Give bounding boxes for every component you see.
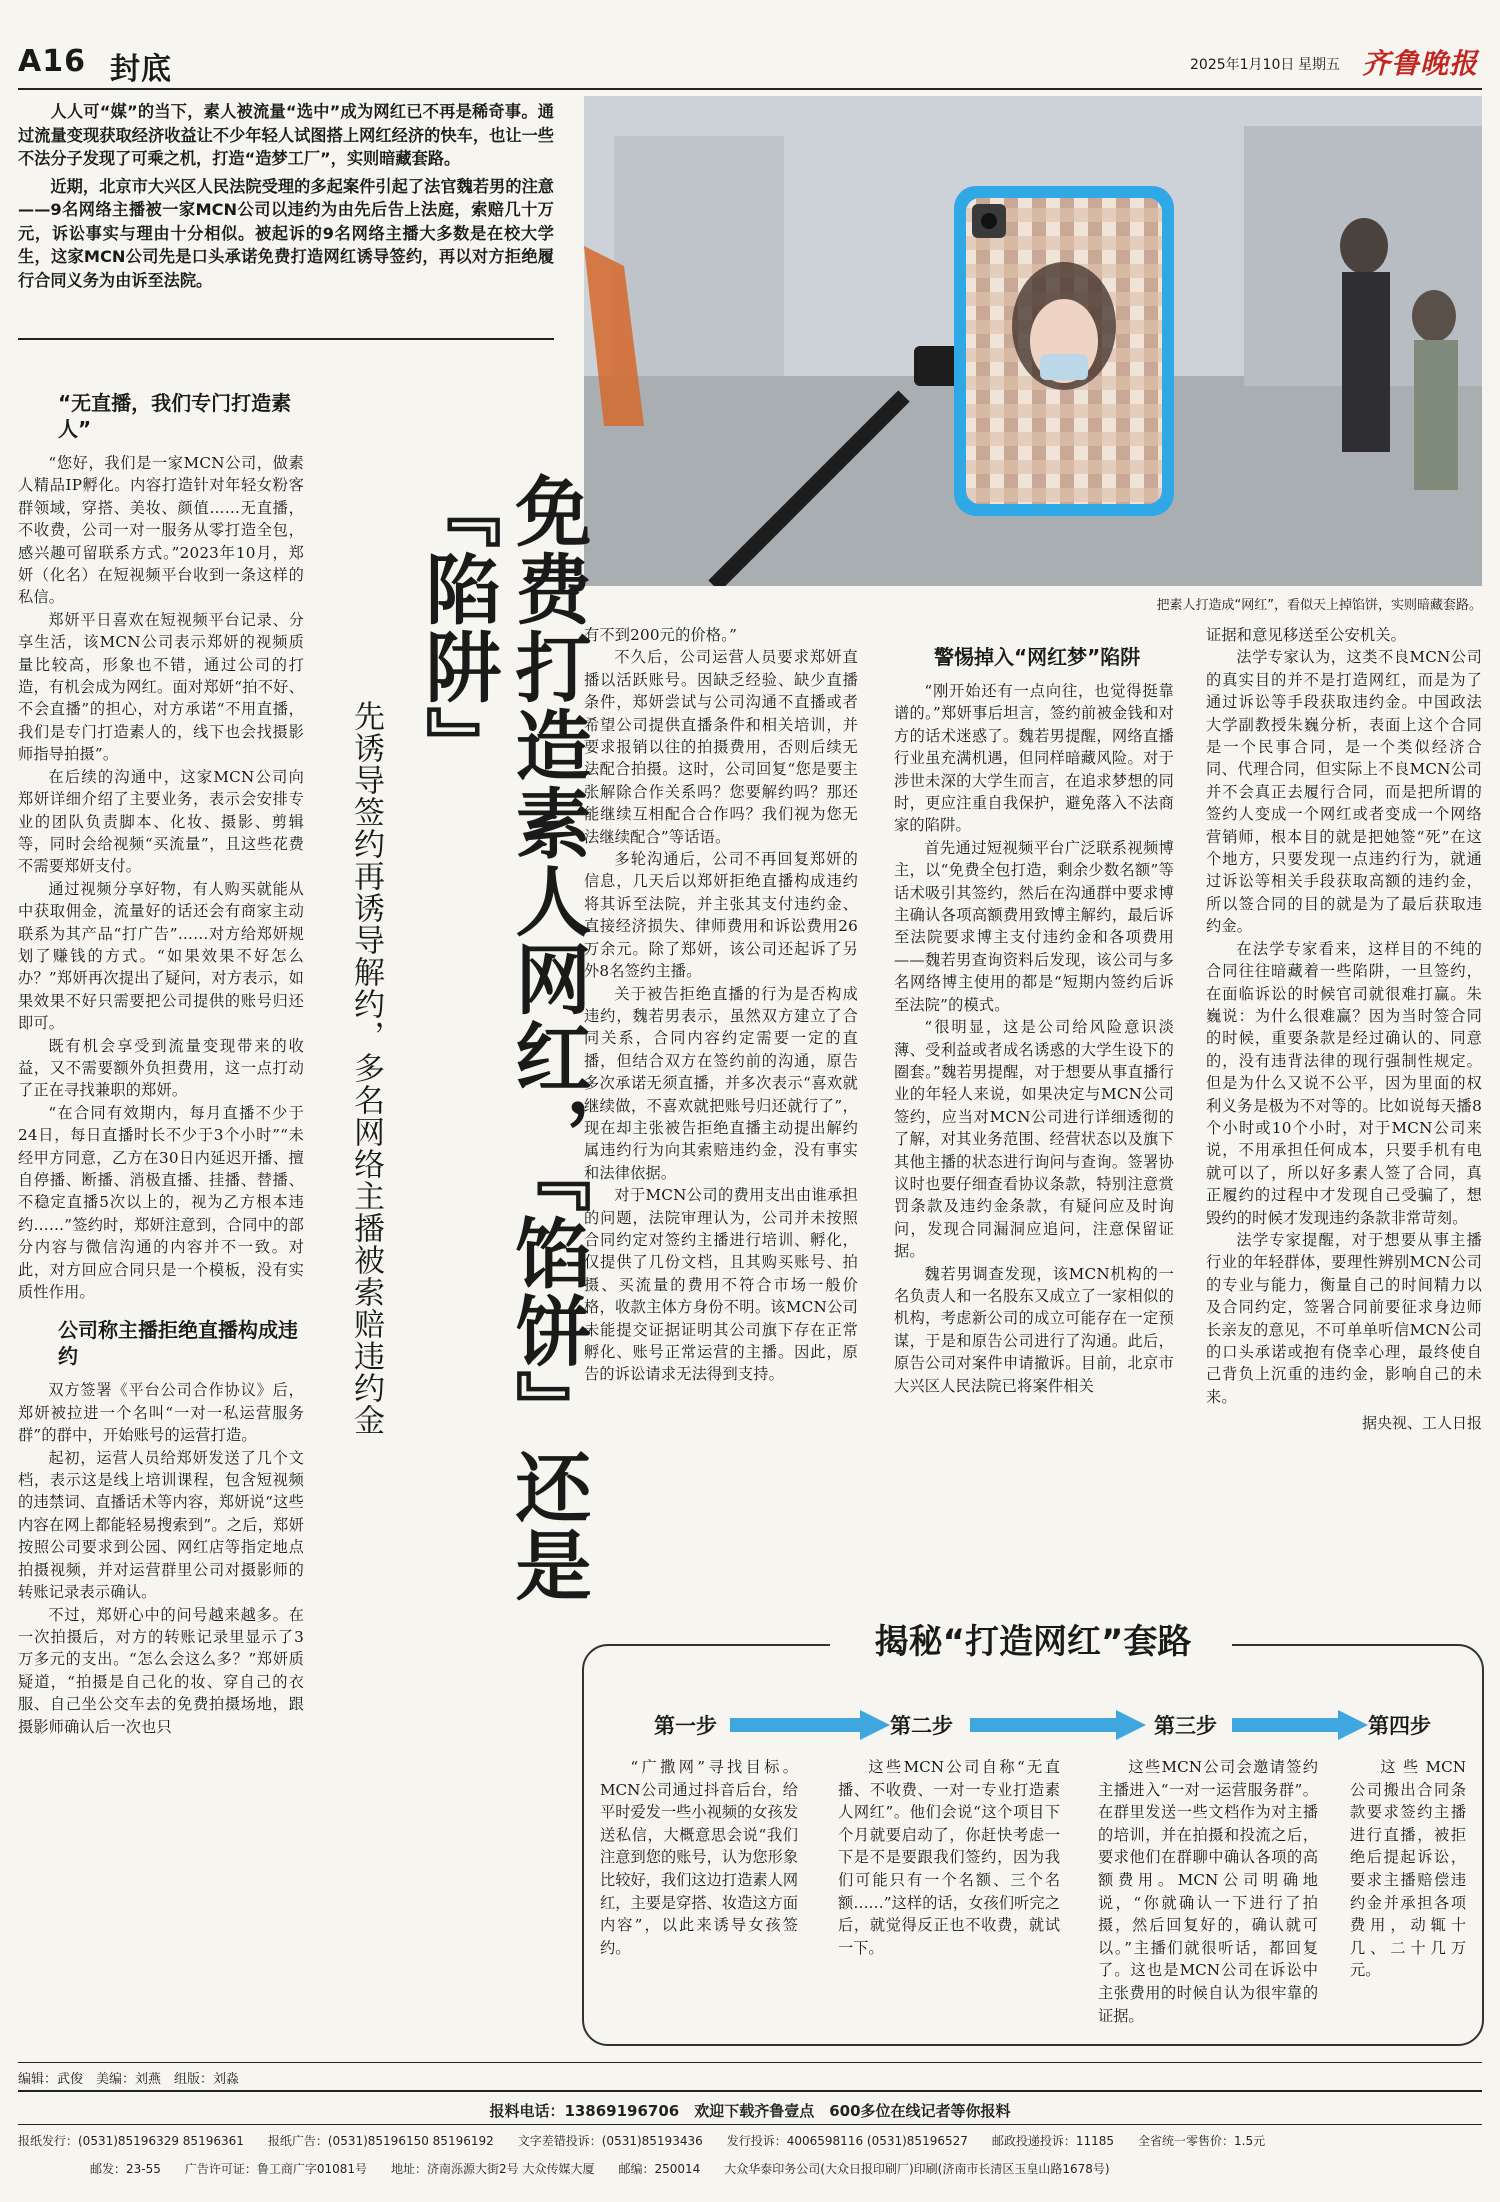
column-3 <box>894 624 1174 1397</box>
footer-rule <box>18 2124 1482 2125</box>
body-paragraph: 不久后，公司运营人员要求郑妍直播以活跃账号。因缺乏经验、缺少直播条件，郑妍尝试与公司沟通不直播或者希望公司提供直播条件和相关培训，并要求报销以往的拍摄费用，否则后续无法配合拍摄。这时，公司回复“您是要主张解除合作关系吗？您要解约吗？那还能继续互相配合合作吗？我们视为您无法继续配合”等话语。 <box>584 648 858 846</box>
step-label: 第四步 <box>1368 1714 1431 1738</box>
column-4 <box>1206 624 1482 1433</box>
sub-headline: 先诱导签约再诱导解约，多名网络主播被索赔违约金 <box>348 700 384 1436</box>
footer-rule <box>18 2090 1482 2092</box>
body-paragraph: “您好，我们是一家MCN公司，做素人精品IP孵化。内容打造针对年轻女粉客群领域，穿搭、美妆、颜值……无直播，不收费，公司一对一服务从零打造全包，感兴趣可留联系方式。”2023年10月，郑妍（化名）在短视频平台收到一条这样的私信。 <box>18 454 304 607</box>
body-paragraph: 有不到200元的价格。” <box>584 626 738 644</box>
main-headline: 免费打造素人网红，『馅饼』还是『陷阱』 <box>413 472 592 1604</box>
body-paragraph: 多轮沟通后，公司不再回复郑妍的信息，几天后以郑妍拒绝直播构成违约将其诉至法院，并主张其支付违约金、直接经济损失、律师费用和诉讼费用26万余元。除了郑妍，该公司还起诉了另外8名签约主播。 <box>584 850 858 981</box>
issue-date: 2025年1月10日 <box>1190 57 1295 73</box>
footer-rule-top <box>18 2062 1482 2063</box>
phone-selfie-illustration <box>584 96 1482 586</box>
body-paragraph: 既有机会享受到流量变现带来的收益，又不需要额外负担费用，这一点打动了正在寻找兼职的郑妍。 <box>18 1036 304 1100</box>
body-paragraph: 法学专家提醒，对于想要从事主播行业的年轻群体，要理性辨别MCN公司的专业与能力，衡量自己的时间精力以及合同约定，签署合同前要征求身边师长亲友的意见，不可单单听信MCN公司的口头承诺或抱有侥幸心理，最终使自己背负上沉重的违约金，影响自己的未来。 <box>1206 1230 1482 1406</box>
body-paragraph: 双方签署《平台公司合作协议》后，郑妍被拉进一个名叫“一对一私运营服务群”的群中，开始账号的运营打造。 <box>18 1381 304 1445</box>
header-rule <box>18 88 1482 90</box>
feature-photo <box>584 96 1482 586</box>
lead-paragraph: 近期，北京市大兴区人民法院受理的多起案件引起了法官魏若男的注意——9名网络主播被一家MCN公司以违约为由先后告上法庭，索赔几十万元，诉讼事实与理由十分相似。被起诉的9名网络主播大多数是在校大学生，这家MCN公司先是口头承诺免费打造网红诱导签约，再以对方拒绝履行合同义务为由诉至法院。 <box>18 176 554 290</box>
body-paragraph: 证据和意见移送至公安机关。 <box>1206 626 1407 644</box>
step-label: 第三步 <box>1154 1714 1217 1738</box>
body-paragraph: 起初，运营人员给郑妍发送了几个文档，表示这是线上培训课程，包含短视频的违禁词、直播话术等内容，郑妍说“这些内容在网上都能轻易搜索到”。之后，郑妍按照公司要求到公园、网红店等指定地点拍摄视频，并对运营群里公司对摄影师的转账记录表示确认。 <box>18 1448 304 1602</box>
step-label: 第二步 <box>890 1714 953 1738</box>
section-heading: 公司称主播拒绝直播构成违约 <box>58 1318 298 1369</box>
body-paragraph: 不过，郑妍心中的问号越来越多。在一次拍摄后，对方的转账记录里显示了3万多元的支出。“怎么会这么多？”郑妍质疑道，“拍摄是自己化的妆、穿自己的衣服、自己坐公交车去的免费拍摄场地，跟摄影师确认后一次也只 <box>18 1605 304 1736</box>
page-number: A16 <box>18 44 86 79</box>
lead-block <box>18 100 554 292</box>
step-arrow <box>970 1710 1146 1740</box>
column-1 <box>18 350 304 1738</box>
body-paragraph: “很明显，这是公司给风险意识淡薄、受利益或者成名诱惑的大学生设下的圈套。”魏若男提醒，对于想要从事直播行业的年轻人来说，如果决定与MCN公司签约，应当对MCN公司进行详细透彻的了解，对其业务范围、经营状态以及旗下其他主播的状态进行询问与查询。签署协议时也要仔细查看协议条款，特别注意赏罚条款及违约金条款，有疑问应及时询问，发现合同漏洞应追问，注意保留证据。 <box>894 1018 1174 1261</box>
body-paragraph: “在合同有效期内，每月直播不少于24日，每日直播时长不少于3个小时”“未经甲方同意，乙方在30日内延迟开播、擅自停播、断播、消极直播、挂播、替播、不稳定直播5次以上的，视为乙方根本违约……”签约时，郑妍注意到，合同中的部分内容与微信沟通的内容并不一致。对此，对方回应合同只是一个模板，没有实质性作用。 <box>18 1103 304 1302</box>
address-line: 邮发：23-55 广告许可证：鲁工商广字01081号 地址：济南泺源大街2号 大众传媒大厦 邮编：250014 大众华泰印务公司(大众日报印刷厂)印刷(济南市长清区玉皇山路1678号) <box>90 2162 1110 2176</box>
body-paragraph: “刚开始还有一点向往，也觉得挺靠谱的。”郑妍事后坦言，签约前被金钱和对方的话术迷惑了。魏若男提醒，网络直播行业虽充满机遇，但同样暗藏风险。对于涉世未深的大学生而言，在追求梦想的同时，更应注重自我保护，避免落入不法商家的陷阱。 <box>894 682 1174 835</box>
editor-credits: 编辑：武俊 美编：刘燕 组版：刘淼 <box>18 2072 240 2087</box>
body-paragraph: 魏若男调查发现，该MCN机构的一名负责人和一名股东又成立了一家相似的机构，考虑新公司的成立可能存在一定预谋，于是和原告公司进行了沟通。此后，原告公司对案件申请撤诉。目前，北京市大兴区人民法院已将案件相关 <box>894 1264 1174 1395</box>
section-name: 封底 <box>110 52 172 87</box>
step-arrow <box>730 1710 890 1740</box>
section-heading: 警惕掉入“网红梦”陷阱 <box>934 645 1141 669</box>
body-paragraph: 通过视频分享好物，有人购买就能从中获取佣金，流量好的话还会有商家主动联系为其产品“打广告”……对方给郑妍规划了赚钱的方式。“如果效果不好怎么办？”郑妍再次提出了疑问，对方表示，如果效果不好只需要把公司提供的账号归还即可。 <box>18 879 304 1033</box>
issue-weekday: 星期五 <box>1298 57 1340 73</box>
body-paragraph: 郑妍平日喜欢在短视频平台记录、分享生活，该MCN公司表示郑妍的视频质量比较高，形象也不错，通过公司的打造，有机会成为网红。面对郑妍“拍不好、不会直播”的担心，对方承诺“不用直播，我们是专门打造素人的，线下也会找摄影师指导拍摄”。 <box>18 610 304 764</box>
step-text: 这些MCN公司会邀请签约主播进入“一对一运营服务群”。在群里发送一些文档作为对主播的培训，并在拍摄和投流之后，要求他们在群聊中确认各项的高额费用。MCN公司明确地说，“你就确认一下进行了拍摄，然后回复好的，确认就可以。”主播们就很听话，都回复了。这也是MCN公司在诉讼中主张费用的时候自认为很牢靠的证据。 <box>1098 1758 1318 2025</box>
article-source: 据央视、工人日报 <box>1361 1414 1482 1433</box>
page-header <box>18 40 1482 88</box>
step-text: “广撒网”寻找目标。MCN公司通过抖音后台，给平时爱发一些小视频的女孩发送私信，大概意思会说“我们注意到您的账号，认为您形象比较好，我们这边打造素人网红，主要是穿搭、妆造这方面内容”，以此来诱导女孩签约。 <box>600 1758 798 1957</box>
body-paragraph: 对于MCN公司的费用支出由谁承担的问题，法院审理认为，公司并未按照合同约定对签约主播进行培训、孵化，仅提供了几份文档，且其购买账号、拍摄、买流量的费用不符合市场一般价格，收款主体方身份不明。该MCN公司未能提交证据证明其公司旗下存在正常孵化、账号正常运营的主播。因此，原告的诉讼请求无法得到支持。 <box>584 1186 858 1384</box>
infobox-title-text: 揭秘“打造网红”套路 <box>874 1622 1192 1662</box>
body-paragraph: 法学专家认为，这类不良MCN公司的真实目的并不是打造网红，而是为了通过诉讼等手段获取违约金。中国政法大学副教授朱巍分析，表面上这个合同是一个民事合同，是一个类似经济合同、代理合同，但实际上不良MCN公司并不会真正去履行合同，而是把所谓的签约人变成一个网红或者变成一个网络营销师，根本目的就是把她签“死”在这个地方，只要发现一点违约行为，就通过诉讼等相关手段获取高额的违约金，所以签合同的目的就是为了最后获取违约金。 <box>1206 648 1482 936</box>
lead-paragraph: 人人可“媒”的当下，素人被流量“选中”成为网红已不再是稀奇事。通过流量变现获取经济收益让不少年轻人试图搭上网红经济的快车，也让一些不法分子发现了可乘之机，打造“造梦工厂”，实则暗藏套路。 <box>18 102 554 168</box>
body-paragraph: 在后续的沟通中，这家MCN公司向郑妍详细介绍了主要业务，表示会安排专业的团队负责脚本、化妆、摄影、剪辑等，同时会给视频“买流量”，且这些花费不需要郑妍支付。 <box>18 767 304 876</box>
body-paragraph: 首先通过短视频平台广泛联系视频博主，以“免费全包打造，剩余少数名额”等话术吸引其签约，然后在沟通群中要求博主确认各项高额费用致博主解约，最后诉至法院要求博主支付违约金和各项费用——魏若男查询资料后发现，该公司与多名网络博主使用的都是“短期内签约后诉至法院”的模式。 <box>894 838 1174 1014</box>
column-2 <box>584 624 858 1386</box>
step-arrow <box>1232 1710 1368 1740</box>
contact-line: 报纸发行：(0531)85196329 85196361 报纸广告：(0531)85196150 85196192 文字差错投诉：(0531)85193436 发行投诉：4006598116 (0531)85196527 邮政投递投诉：11185 全省统一零售价：1.5元 <box>18 2134 1266 2148</box>
step-text: 这些MCN公司自称“无直播、不收费、一对一专业打造素人网红”。他们会说“这个项目下个月就要启动了，你赶快考虑一下是不是要跟我们签约，因为我们可能只有一个名额、三个名额……”这样的话，女孩们听完之后，就觉得反正也不收费，就试一下。 <box>838 1758 1060 1957</box>
section-heading: “无直播，我们专门打造素人” <box>58 391 292 441</box>
photo-caption: 把素人打造成“网红”，看似天上掉馅饼，实则暗藏套路。 <box>1156 598 1482 613</box>
body-paragraph: 关于被告拒绝直播的行为是否构成违约，魏若男表示，虽然双方建立了合同关系，合同内容约定需要一定的直播，但结合双方在签约前的沟通，原告多次承诺无须直播，并多次表示“喜欢就继续做，不喜欢就把账号归还就行了”，现在却主张被告拒绝直播主动提出解约属违约行为向其索赔违约金，没有事实和法律依据。 <box>584 984 858 1182</box>
lead-rule <box>18 338 554 340</box>
hotline-line: 报料电话：13869196706 欢迎下载齐鲁壹点 600多位在线记者等你报料 <box>489 2102 1011 2120</box>
body-paragraph: 在法学专家看来，这样目的不纯的合同往往暗藏着一些陷阱，一旦签约，在面临诉讼的时候官司就很难打赢。朱巍说：为什么很难赢？因为当时签合同的时候，重要条款是经过确认的、同意的，没有违背法律的现行强制性规定。但是为什么又说不公平，因为里面的权利义务是极为不对等的。比如说每天播8个小时或10个小时，对于MCN公司来说，不用承担任何成本，只要手机有电就可以了，所以好多素人签了合同，真正履约的过程中才发现自己受骗了，想毁约的时候才发现违约条款非常苛刻。 <box>1206 939 1482 1227</box>
masthead-logo: 齐鲁晚报 <box>1362 47 1479 80</box>
step-text: 这些MCN公司搬出合同条款要求签约主播进行直播，被拒绝后提起诉讼，要求主播赔偿违约金并承担各项费用，动辄十几、二十几万元。 <box>1350 1758 1466 1980</box>
step-label: 第一步 <box>654 1714 717 1738</box>
